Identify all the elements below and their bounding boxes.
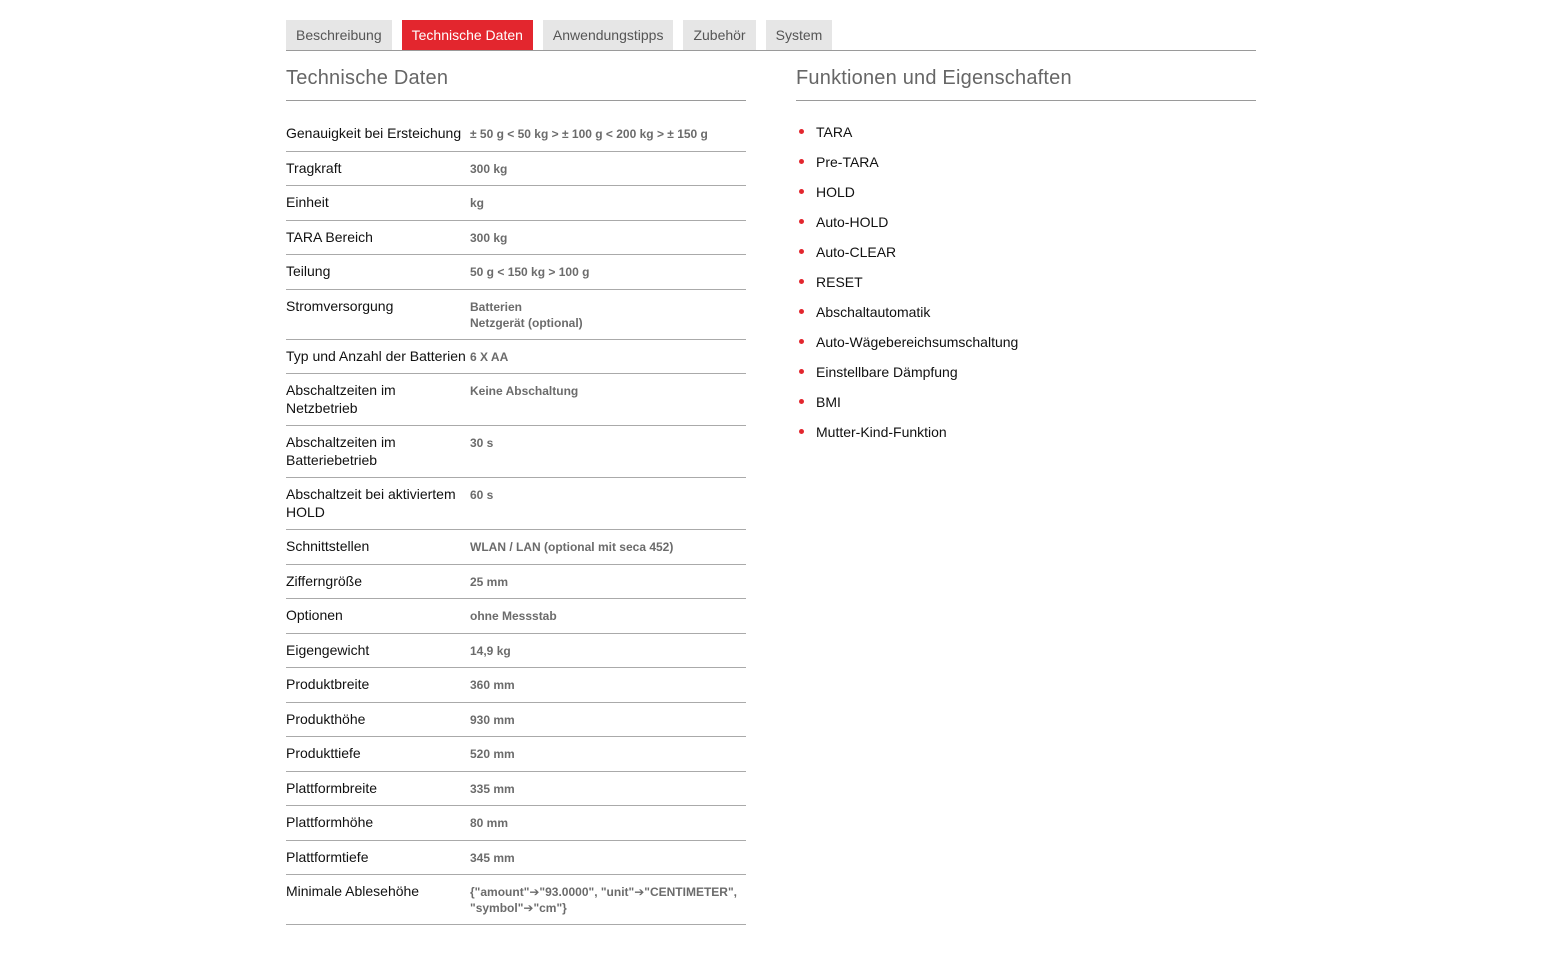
spec-value bbox=[470, 229, 746, 247]
bullet-icon bbox=[799, 339, 804, 344]
spec-label: Schnittstellen bbox=[286, 538, 370, 554]
spec-value-line: 520 mm bbox=[470, 747, 515, 761]
spec-value bbox=[470, 642, 746, 660]
table-row bbox=[286, 374, 746, 426]
spec-value-line: 360 mm bbox=[470, 678, 515, 692]
list-item bbox=[796, 327, 1256, 357]
table-row bbox=[286, 152, 746, 187]
table-row bbox=[286, 634, 746, 669]
spec-value-line: kg bbox=[470, 196, 485, 210]
bullet-icon bbox=[799, 219, 804, 224]
table-row bbox=[286, 186, 746, 221]
spec-label: Plattformtiefe bbox=[286, 848, 369, 865]
bullet-icon bbox=[799, 279, 804, 284]
feature-label: Abschaltautomatik bbox=[816, 304, 931, 320]
tab-beschreibung[interactable]: Beschreibung bbox=[286, 20, 392, 50]
table-row bbox=[286, 737, 746, 772]
list-item bbox=[796, 207, 1256, 237]
spec-value bbox=[470, 298, 746, 331]
table-row bbox=[286, 806, 746, 841]
feature-label: HOLD bbox=[816, 184, 855, 200]
spec-value-line: 345 mm bbox=[470, 850, 515, 865]
feature-label: TARA bbox=[816, 124, 853, 140]
feature-label: Auto-CLEAR bbox=[816, 244, 897, 260]
tab-anwendungstipps[interactable]: Anwendungstipps bbox=[543, 20, 674, 50]
spec-label: Eigengewicht bbox=[286, 641, 370, 658]
spec-value bbox=[470, 607, 746, 625]
spec-label: Produkthöhe bbox=[286, 710, 366, 727]
list-item bbox=[796, 417, 1256, 447]
tab-zubehoer[interactable]: Zubehör bbox=[683, 20, 755, 50]
spec-value-line: 300 kg bbox=[470, 230, 508, 245]
spec-value bbox=[470, 814, 746, 832]
table-row bbox=[286, 668, 746, 703]
bullet-icon bbox=[799, 309, 804, 314]
feature-label: Mutter-Kind-Funktion bbox=[816, 424, 947, 440]
feature-label: Pre-TARA bbox=[816, 154, 879, 170]
spec-label: Abschaltzeiten im Netzbetrieb bbox=[286, 382, 396, 416]
spec-value-line: Netzgerät (optional) bbox=[470, 315, 583, 330]
list-item bbox=[796, 267, 1256, 297]
spec-label: Typ und Anzahl der Batterien bbox=[286, 347, 466, 364]
table-row bbox=[286, 599, 746, 634]
spec-value-line: 6 X AA bbox=[470, 349, 509, 364]
bullet-icon bbox=[799, 429, 804, 434]
spec-value bbox=[470, 434, 746, 469]
list-item bbox=[796, 237, 1256, 267]
spec-value bbox=[470, 780, 746, 798]
section-title: Technische Daten bbox=[286, 64, 746, 101]
spec-value-line: Batterien bbox=[470, 299, 523, 314]
list-item bbox=[796, 177, 1256, 207]
list-item bbox=[796, 387, 1256, 417]
spec-value bbox=[470, 194, 746, 212]
table-row bbox=[286, 703, 746, 738]
bullet-icon bbox=[799, 249, 804, 254]
bullet-icon bbox=[799, 189, 804, 194]
spec-label: Stromversorgung bbox=[286, 297, 394, 314]
spec-value-line: ± 50 g < 50 kg > ± 100 g < 200 kg > ± 150 g bbox=[470, 127, 708, 141]
spec-value-line: {"amount"➔"93.0000", "unit"➔"CENTIMETER", "symbol"➔"cm"} bbox=[470, 885, 737, 915]
spec-value-line: ohne Messstab bbox=[470, 609, 557, 623]
table-row bbox=[286, 255, 746, 290]
spec-value bbox=[470, 849, 746, 867]
spec-label: Tragkraft bbox=[286, 159, 342, 176]
technical-data-section bbox=[286, 64, 746, 925]
spec-value-line: 30 s bbox=[470, 436, 494, 450]
spec-label: TARA Bereich bbox=[286, 228, 373, 245]
spec-value bbox=[470, 711, 746, 729]
spec-value-line: 60 s bbox=[470, 488, 494, 502]
bullet-icon bbox=[799, 369, 804, 374]
spec-value bbox=[470, 348, 746, 366]
spec-label: Plattformbreite bbox=[286, 779, 378, 796]
spec-value bbox=[470, 382, 746, 417]
feature-label: RESET bbox=[816, 274, 863, 290]
section-title: Funktionen und Eigenschaften bbox=[796, 64, 1256, 101]
spec-label: Teilung bbox=[286, 263, 331, 279]
list-item bbox=[796, 147, 1256, 177]
spec-value-line: 25 mm bbox=[470, 574, 509, 589]
spec-value bbox=[470, 573, 746, 591]
spec-label: Plattformhöhe bbox=[286, 814, 374, 830]
spec-label: Abschaltzeit bei aktiviertem HOLD bbox=[286, 486, 456, 520]
table-row bbox=[286, 530, 746, 565]
spec-label: Optionen bbox=[286, 607, 343, 623]
spec-value bbox=[470, 125, 746, 143]
table-row bbox=[286, 290, 746, 340]
spec-value bbox=[470, 486, 746, 521]
spec-value bbox=[470, 676, 746, 694]
spec-label: Einheit bbox=[286, 194, 329, 210]
table-row bbox=[286, 565, 746, 600]
spec-label: Abschaltzeiten im Batteriebetrieb bbox=[286, 434, 396, 468]
table-row bbox=[286, 875, 746, 925]
bullet-icon bbox=[799, 399, 804, 404]
spec-value bbox=[470, 745, 746, 763]
spec-value bbox=[470, 538, 746, 556]
features-list bbox=[796, 117, 1256, 447]
spec-label: Minimale Ablesehöhe bbox=[286, 883, 420, 899]
spec-value-line: 50 g < 150 kg > 100 g bbox=[470, 265, 590, 279]
spec-value-line: Keine Abschaltung bbox=[470, 384, 579, 398]
feature-label: Auto-Wägebereichsumschaltung bbox=[816, 334, 1019, 350]
features-section bbox=[796, 64, 1256, 447]
list-item bbox=[796, 357, 1256, 387]
spec-value-line: 930 mm bbox=[470, 712, 515, 727]
table-row bbox=[286, 841, 746, 876]
spec-value-line: 300 kg bbox=[470, 161, 508, 176]
feature-label: BMI bbox=[816, 394, 841, 410]
tab-bar bbox=[286, 20, 1256, 51]
table-row bbox=[286, 772, 746, 807]
spec-value bbox=[470, 160, 746, 178]
list-item bbox=[796, 117, 1256, 147]
bullet-icon bbox=[799, 129, 804, 134]
feature-label: Einstellbare Dämpfung bbox=[816, 364, 958, 380]
table-row bbox=[286, 117, 746, 152]
table-row bbox=[286, 221, 746, 256]
table-row bbox=[286, 340, 746, 375]
spec-value-line: WLAN / LAN (optional mit seca 452) bbox=[470, 540, 674, 554]
feature-label: Auto-HOLD bbox=[816, 214, 889, 230]
list-item bbox=[796, 297, 1256, 327]
bullet-icon bbox=[799, 159, 804, 164]
tab-technische-daten[interactable]: Technische Daten bbox=[402, 20, 533, 50]
spec-value-line: 335 mm bbox=[470, 781, 515, 796]
spec-value-line: 14,9 kg bbox=[470, 643, 511, 658]
table-row bbox=[286, 426, 746, 478]
spec-value bbox=[470, 263, 746, 281]
spec-value bbox=[470, 883, 746, 916]
spec-label: Genauigkeit bei Ersteichung bbox=[286, 125, 462, 141]
tab-system[interactable]: System bbox=[766, 20, 833, 50]
table-row bbox=[286, 478, 746, 530]
spec-value-line: 80 mm bbox=[470, 816, 509, 830]
spec-label: Produkttiefe bbox=[286, 745, 361, 761]
spec-table bbox=[286, 117, 746, 925]
spec-label: Zifferngröße bbox=[286, 572, 362, 589]
spec-label: Produktbreite bbox=[286, 676, 370, 692]
